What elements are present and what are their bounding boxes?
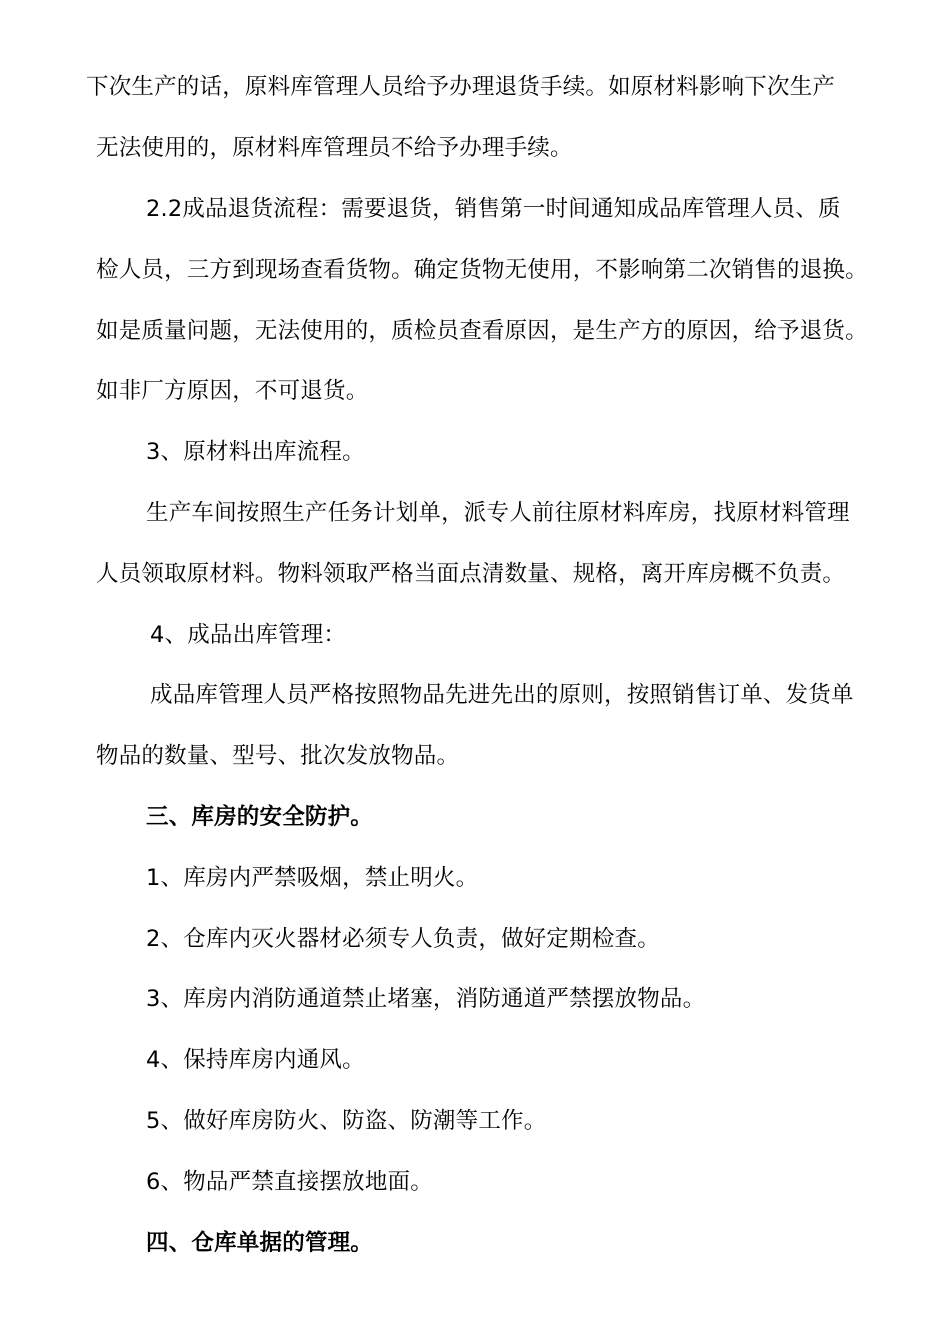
list-item: 1、库房内严禁吸烟，禁止明火。 xyxy=(146,865,479,891)
paragraph-line: 成品库管理人员严格按照物品先进先出的原则，按照销售订单、发货单 xyxy=(150,682,854,708)
list-item: 5、做好库房防火、防盗、防潮等工作。 xyxy=(146,1108,547,1134)
paragraph-line: 物品的数量、型号、批次发放物品。 xyxy=(96,743,460,769)
paragraph-line: 生产车间按照生产任务计划单，派专人前往原材料库房，找原材料管理 xyxy=(146,500,850,526)
paragraph-line: 如是质量问题，无法使用的，质检员查看原因，是生产方的原因，给予退货。 xyxy=(96,318,868,344)
list-item: 3、库房内消防通道禁止堵塞，消防通道严禁摆放物品。 xyxy=(146,986,706,1012)
list-item: 6、物品严禁直接摆放地面。 xyxy=(146,1169,433,1195)
paragraph-line: 如非厂方原因，不可退货。 xyxy=(96,378,369,404)
chapter-heading: 三、库房的安全防护。 xyxy=(146,804,374,830)
paragraph-line: 2.2成品退货流程：需要退货，销售第一时间通知成品库管理人员、质 xyxy=(146,196,841,222)
section-heading: 3、原材料出库流程。 xyxy=(146,439,365,465)
list-item: 2、仓库内灭火器材必须专人负责，做好定期检查。 xyxy=(146,926,660,952)
paragraph-line: 无法使用的，原材料库管理员不给予办理手续。 xyxy=(96,135,573,161)
paragraph-line: 下次生产的话，原料库管理人员给予办理退货手续。如原材料影响下次生产 xyxy=(86,74,836,100)
list-item: 4、保持库房内通风。 xyxy=(146,1047,365,1073)
paragraph-line: 检人员，三方到现场查看货物。确定货物无使用，不影响第二次销售的退换。 xyxy=(96,257,868,283)
chapter-heading: 四、仓库单据的管理。 xyxy=(146,1230,374,1256)
paragraph-line: 人员领取原材料。物料领取严格当面点清数量、规格，离开库房概不负责。 xyxy=(96,561,846,587)
section-heading: 4、成品出库管理： xyxy=(150,622,347,648)
